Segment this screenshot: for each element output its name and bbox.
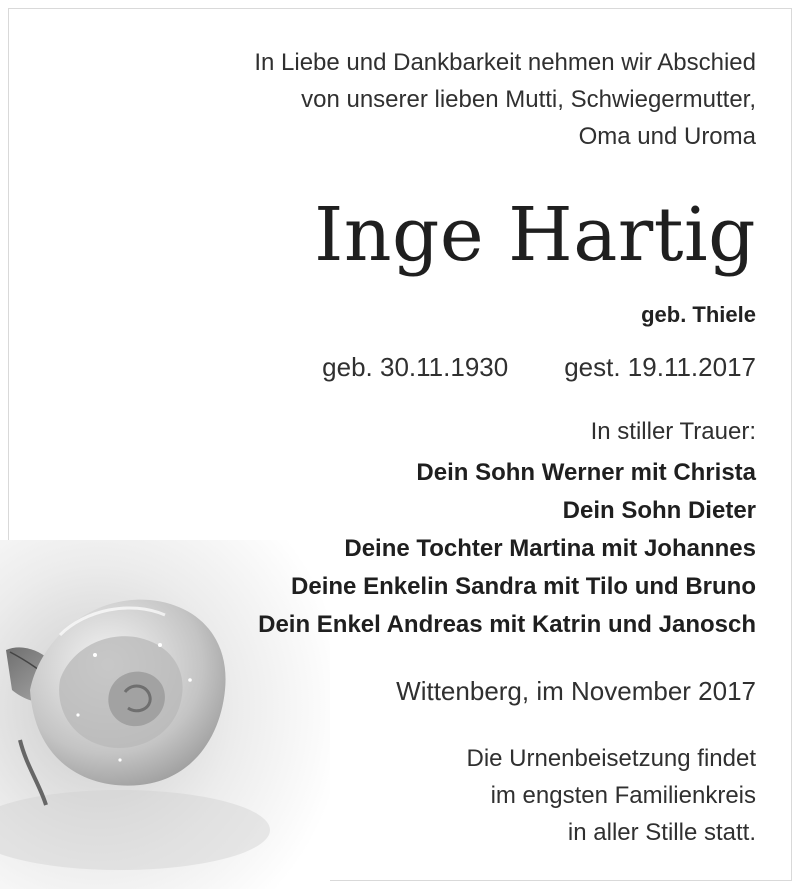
burial-note xyxy=(466,740,756,851)
burial-line: im engsten Familienkreis xyxy=(490,782,756,809)
life-dates xyxy=(322,352,756,383)
mourner-name: Dein Enkel Andreas mit Katrin und Janosch xyxy=(258,611,756,638)
deceased-name: Inge Hartig xyxy=(314,192,756,278)
place-date: Wittenberg, im November 2017 xyxy=(396,676,756,706)
burial-line: Die Urnenbeisetzung findet xyxy=(466,745,756,772)
mourners-list xyxy=(258,454,756,644)
mourner-name: Deine Enkelin Sandra mit Tilo und Bruno xyxy=(291,573,756,600)
death-date: gest. 19.11.2017 xyxy=(564,352,756,382)
intro-line: Oma und Uroma xyxy=(578,123,756,150)
intro-line: In Liebe und Dankbarkeit nehmen wir Abschied xyxy=(254,49,756,76)
mourner-name: Dein Sohn Werner mit Christa xyxy=(416,459,756,486)
birth-date: geb. 30.11.1930 xyxy=(322,352,509,382)
burial-line: in aller Stille statt. xyxy=(567,819,756,846)
mourners-heading: In stiller Trauer: xyxy=(590,418,756,445)
maiden-name: geb. Thiele xyxy=(641,302,756,327)
intro-line: von unserer lieben Mutti, Schwiegermutter, xyxy=(301,86,756,113)
mourner-name: Deine Tochter Martina mit Johannes xyxy=(344,535,756,562)
mourner-name: Dein Sohn Dieter xyxy=(562,497,756,524)
intro-text xyxy=(254,44,756,155)
